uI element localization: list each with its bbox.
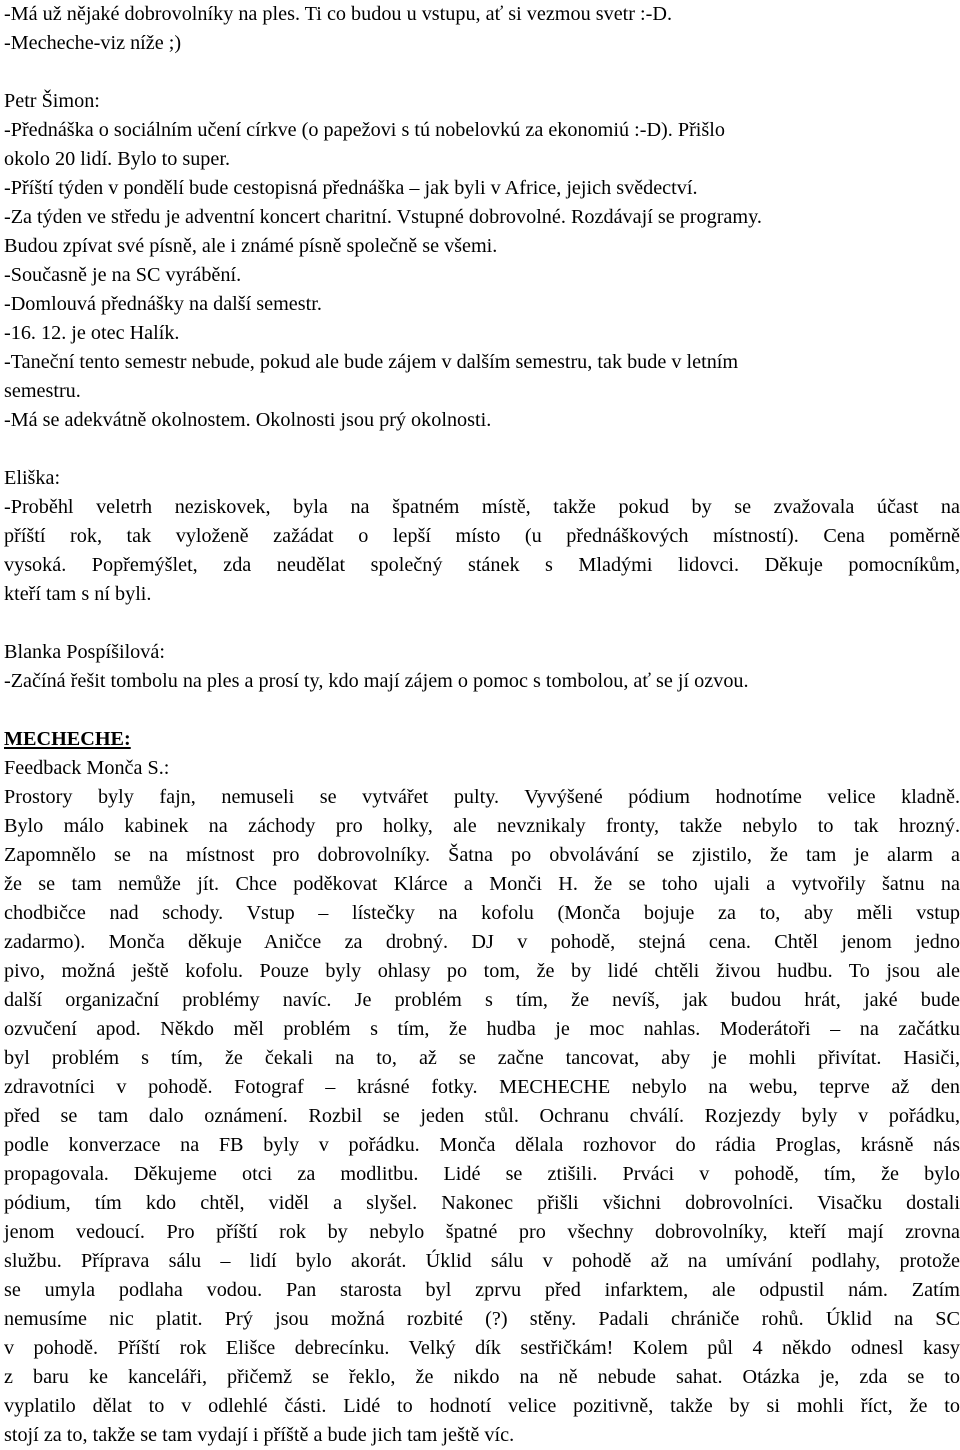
speaker-name: Blanka Pospíšilová: [4, 641, 165, 663]
paragraph-line: zdravotníci v pohodě. Fotograf – krásné fotky. MECHECHE nebylo na webu, teprve až den [4, 1076, 960, 1098]
section-line: -Za týden ve středu je adventní koncert charitní. Vstupné dobrovolné. Rozdávají se programy. [4, 206, 762, 228]
paragraph-line: propagovala. Děkujeme otci za modlitbu. Lidé se ztišili. Prváci v pohodě, tím, že bylo [4, 1163, 960, 1185]
section-eliska [4, 464, 960, 609]
section-line: -Taneční tento semestr nebude, pokud ale bude zájem v dalším semestru, tak bude v letním [4, 351, 739, 373]
paragraph-line: stojí za to, takže se tam vydají i příště a bude jich tam ještě víc. [4, 1424, 515, 1446]
paragraph-line: se umyla podlaha vodou. Pan starosta byl zprvu před infarktem, ale odpustil nám. Zatím [4, 1279, 960, 1301]
paragraph-line: z baru ke kanceláři, přičemž se řeklo, že nikdo na ně nebude sahat. Otázka je, zda se to [4, 1366, 960, 1388]
paragraph-line: před se tam dalo oznámení. Rozbil se jeden stůl. Ochranu chválí. Rozjezdy byly v pořádku, [4, 1105, 960, 1127]
paragraph-line: chodbičce nad schody. Vstup – lístečky na kofolu (Monča bojuje za to, aby měli vstup [4, 902, 960, 924]
section-line: vysoká. Popřemýšlet, zda neudělat společný stánek s Mladými lidovci. Děkuje pomocníkům, [4, 554, 960, 576]
section-line: -Začíná řešit tombolu na ples a prosí ty, kdo mají zájem o pomoc s tombolou, ať se jí ozvou. [4, 670, 749, 692]
speaker-name: Petr Šimon: [4, 90, 100, 112]
speaker-name: Eliška: [4, 467, 61, 489]
paragraph-line: službu. Příprava sálu – lidí bylo akorát. Úklid sálu v pohodě až na umívání podlahy, protože [4, 1250, 960, 1272]
section-line: -Příští týden v pondělí bude cestopisná přednáška – jak byli v Africe, jejich svědectví. [4, 177, 698, 199]
paragraph-line: vyplatilo dělat to v odlehlé části. Lidé to hodnotí velice pozitivně, takže by si mohli říct, že to [4, 1395, 960, 1417]
document-page [4, 0, 960, 1450]
section-heading: MECHECHE: [4, 728, 131, 750]
paragraph-line: zadarmo). Monča děkuje Aničce za drobný. DJ v pohodě, stejná cena. Chtěl jenom jedno [4, 931, 960, 953]
paragraph-line: jenom vedoucí. Pro příští rok by nebylo špatné pro všechny dobrovolníky, kteří mají zrovna [4, 1221, 960, 1243]
paragraph-line: nemusíme nic platit. Prý jsou možná rozbité (?) stěny. Padali chrániče rohů. Úklid na SC [4, 1308, 960, 1330]
paragraph-gap [4, 609, 960, 638]
section-line: -16. 12. je otec Halík. [4, 322, 180, 344]
section-line: semestru. [4, 380, 81, 402]
section-mecheche [4, 725, 960, 1450]
section-line: -Domlouvá přednášky na další semestr. [4, 293, 322, 315]
section-petr-simon [4, 87, 960, 435]
section-line: -Proběhl veletrh neziskovek, byla na špatném místě, takže pokud by se zvažovala účast na [4, 496, 960, 518]
intro-block [4, 0, 960, 58]
paragraph-line: ozvučení apod. Někdo měl problém s tím, že hudba je moc nahlas. Moderátoři – na začátku [4, 1018, 960, 1040]
intro-line: -Mecheche-viz níže ;) [4, 32, 182, 54]
section-line: -Současně je na SC vyrábění. [4, 264, 242, 286]
paragraph-gap [4, 696, 960, 725]
section-line: kteří tam s ní byli. [4, 583, 152, 605]
section-line: -Přednáška o sociálním učení církve (o papežovi s tú nobelovkú za ekonomiú :-D). Přišlo [4, 119, 725, 141]
paragraph-line: Zapomnělo se na místnost pro dobrovolníky. Šatna po obvolávání se zjistilo, že tam je alarm a [4, 844, 960, 866]
paragraph-line: v pohodě. Příští rok Elišce debrecínku. Velký dík sestřičkám! Kolem půl 4 někdo odnesl kasy [4, 1337, 960, 1359]
section-subheading: Feedback Monča S.: [4, 757, 170, 779]
paragraph-line: že se tam nemůže jít. Chce poděkovat Klárce a Monči H. že se toho ujali a vytvořily šatnu na [4, 873, 960, 895]
paragraph-line: podle konverzace na FB byly v pořádku. Monča dělala rozhovor do rádia Proglas, krásně nás [4, 1134, 960, 1156]
paragraph-line: pódium, tím kdo chtěl, viděl a slyšel. Nakonec přišli všichni dobrovolníci. Visačku dostali [4, 1192, 960, 1214]
section-line: příští rok, tak vyloženě zažádat o lepší místo (u přednáškových místností). Cena poměrně [4, 525, 960, 547]
paragraph-line: další organizační problémy navíc. Je problém s tím, že nevíš, jak budou hrát, jaké bude [4, 989, 960, 1011]
paragraph-line: byl problém s tím, že čekali na to, až se začne tancovat, aby je mohli přivítat. Hasiči, [4, 1047, 960, 1069]
paragraph-gap [4, 58, 960, 87]
section-line: Budou zpívat své písně, ale i známé písně společně se všemi. [4, 235, 498, 257]
intro-line: -Má už nějaké dobrovolníky na ples. Ti co budou u vstupu, ať si vezmou svetr :-D. [4, 3, 672, 25]
paragraph-gap [4, 435, 960, 464]
paragraph-line: Prostory byly fajn, nemuseli se vytvářet pulty. Vyvýšené pódium hodnotíme velice kladně. [4, 786, 960, 808]
paragraph-line: pivo, možná ještě kofolu. Pouze byly ohlasy po tom, že by lidé chtěli živou hudbu. To jsou ale [4, 960, 960, 982]
section-line: okolo 20 lidí. Bylo to super. [4, 148, 230, 170]
section-line: -Má se adekvátně okolnostem. Okolnosti jsou prý okolnosti. [4, 409, 492, 431]
section-blanka-pospisilova [4, 638, 960, 696]
paragraph-line: Bylo málo kabinek na záchody pro holky, ale nevznikaly fronty, takže nebylo to tak hrozný. [4, 815, 960, 837]
